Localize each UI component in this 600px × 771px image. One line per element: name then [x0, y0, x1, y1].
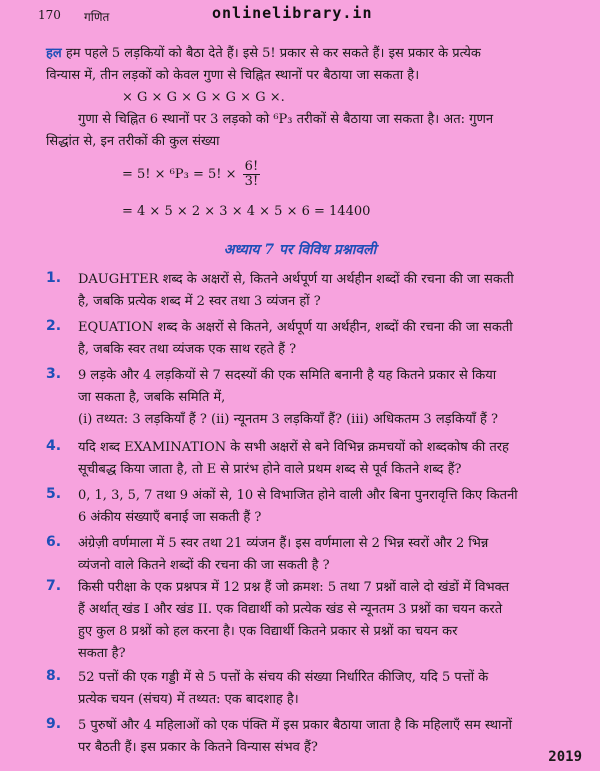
fraction: [243, 160, 261, 189]
site-watermark-text: onlinelibrary.in: [212, 4, 373, 22]
question-line: प्रत्येक चयन (संचय) में तथ्यत: एक बादशाह है।: [78, 692, 299, 707]
question-line: 52 पत्तों की एक गड्डी में से 5 पत्तों के संचय की संख्या निर्धारित कीजिए, यदि 5 पत्तों के: [78, 670, 489, 685]
seating-pattern: × G × G × G × G × G ×.: [122, 90, 285, 105]
solution-line-2: विन्यास में, तीन लड़कों को केवल गुणा से चिह्नित स्थानों पर बैठाया जा सकता है।: [46, 68, 420, 83]
page-header: [0, 4, 600, 26]
question-number: 2.: [46, 318, 62, 334]
solution-line-1: [46, 44, 481, 64]
question-line: हैं अर्थात् खंड I और खंड II. एक विद्यार्थी को प्रत्येक खंड से न्यूनतम 3 प्रश्नों का चयन करते: [78, 602, 503, 617]
question-line: है, जबकि स्वर तथा व्यंजक एक साथ रहते हैं ?: [78, 342, 297, 357]
question-line: है, जबकि प्रत्येक शब्द में 2 स्वर तथा 3 व्यंजन हों ?: [78, 294, 321, 309]
question-line: DAUGHTER शब्द के अक्षरों से, कितने अर्थपूर्ण या अर्थहीन शब्दों की रचना की जा सकती: [78, 272, 514, 287]
footer-year: 2019: [548, 749, 582, 765]
question-line: किसी परीक्षा के एक प्रश्नपत्र में 12 प्रश्न हैं जो क्रमश: 5 तथा 7 प्रश्नों वाले दो खंडों में विभक्त: [78, 580, 509, 595]
equation-1-left: = 5! × ⁶P₃ = 5! ×: [122, 167, 237, 182]
fraction-denominator: 3!: [244, 174, 259, 189]
question-line: (i) तथ्यत: 3 लड़कियाँ हैं ? (ii) न्यूनतम 3 लड़कियाँ हैं? (iii) अधिकतम 3 लड़कियाँ हैं ?: [78, 412, 499, 427]
question-line: हुए कुल 8 प्रश्नों को हल करना है। एक विद्यार्थी कितने प्रकार से प्रश्नों का चयन कर: [78, 624, 458, 639]
question-number: 1.: [46, 270, 62, 286]
solution-line-4: सिद्धांत से, इन तरीकों की कुल संख्या: [46, 134, 220, 149]
question-line: व्यंजनो वाले कितने शब्दों की रचना की जा सकती है ?: [78, 558, 330, 573]
question-line: यदि शब्द EXAMINATION के सभी अक्षरों से बने विभिन्न क्रमचयों को शब्दकोष की तरह: [78, 440, 509, 455]
question-line: 0, 1, 3, 5, 7 तथा 9 अंकों से, 10 से विभाजित होने वाली और बिना पुनरावृत्ति किए कितनी: [78, 488, 518, 503]
subject-title: गणित: [84, 10, 110, 24]
question-line: अंग्रेज़ी वर्णमाला में 5 स्वर तथा 21 व्यंजन हैं। इस वर्णमाला से 2 भिन्न स्वरों और 2 भिन्न: [78, 536, 489, 551]
question-number: 6.: [46, 534, 62, 550]
question-number: 5.: [46, 486, 62, 502]
question-line: जा सकता है, जबकि समिति में,: [78, 390, 226, 405]
question-number: 4.: [46, 438, 62, 454]
page-number: 170: [38, 8, 61, 22]
exercise-title: अध्याय 7 पर विविध प्रश्नावली: [223, 242, 377, 258]
question-line: 6 अंकीय संख्याएँ बनाई जा सकती हैं ?: [78, 510, 262, 525]
fraction-numerator: 6!: [244, 159, 259, 174]
equation-2: = 4 × 5 × 2 × 3 × 4 × 5 × 6 = 14400: [122, 204, 371, 219]
question-number: 7.: [46, 578, 62, 594]
question-line: 9 लड़के और 4 लड़कियों से 7 सदस्यों की एक समिति बनानी है यह कितने प्रकार से किया: [78, 368, 497, 383]
question-line: पर बैठती हैं। इस प्रकार के कितने विन्यास संभव हैं?: [78, 740, 318, 755]
solution-text-1: हम पहले 5 लड़कियों को बैठा देते हैं। इसे 5! प्रकार से कर सकते हैं। इस प्रकार के प्रत्येक: [65, 46, 481, 61]
question-line: EQUATION शब्द के अक्षरों से कितने, अर्थपूर्ण या अर्थहीन, शब्दों की रचना की जा सकती: [78, 320, 513, 335]
question-number: 8.: [46, 668, 62, 684]
solution-label: हल: [46, 46, 62, 61]
question-number: 9.: [46, 716, 62, 732]
question-line: सूचीबद्ध किया जाता है, तो E से प्रारंभ होने वाले प्रथम शब्द से पूर्व कितने शब्द हैं?: [78, 462, 462, 477]
equation-1: [122, 160, 262, 189]
question-line: 5 पुरुषों और 4 महिलाओं को एक पंक्ति में इस प्रकार बैठाया जाता है कि महिलाएँ सम स्थानों: [78, 718, 512, 733]
question-number: 3.: [46, 366, 62, 382]
solution-line-3: गुणा से चिह्नित 6 स्थानों पर 3 लड़को को ⁶P₃ तरीकों से बैठाया जा सकता है। अत: गुणन: [78, 112, 494, 127]
question-line: सकता है?: [78, 646, 126, 661]
